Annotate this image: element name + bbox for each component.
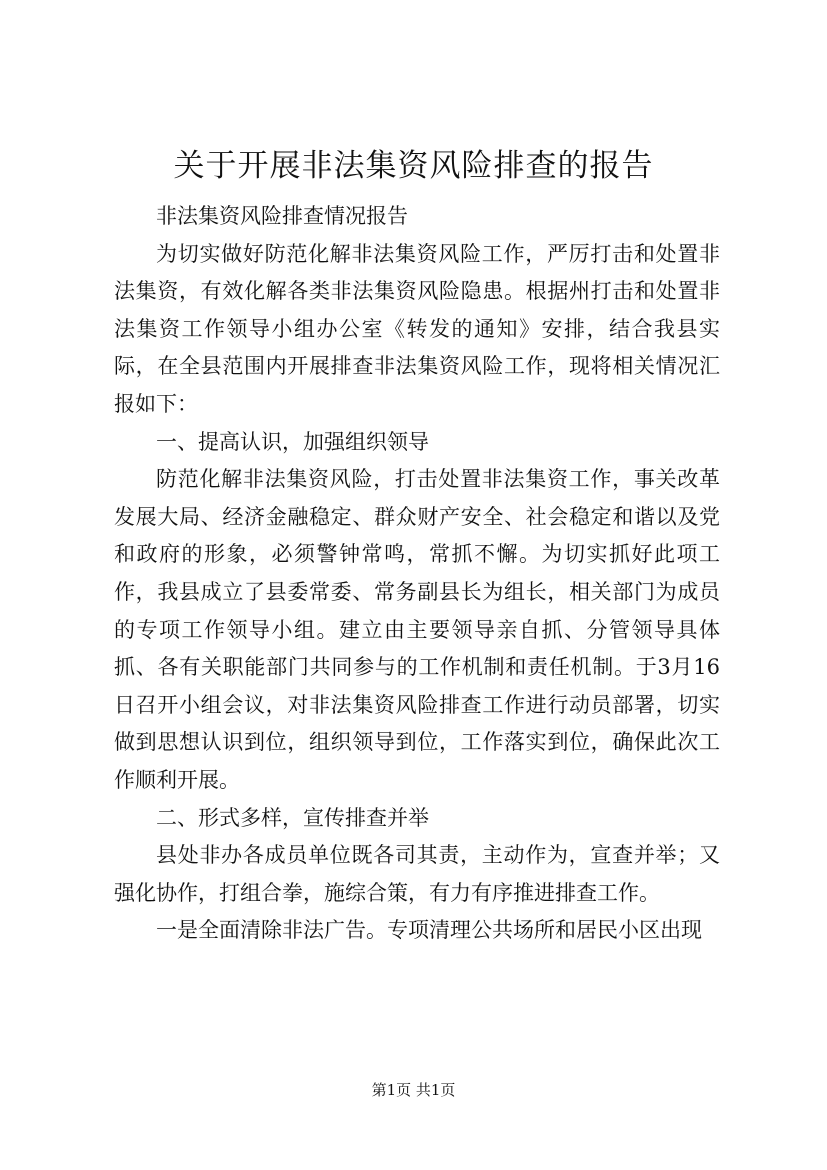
section-2-item-1: 一是全面清除非法广告。专项清理公共场所和居民小区出现 [156,918,702,943]
subtitle-paragraph: 非法集资风险排查情况报告 [156,204,408,228]
page-footer: 第1页 共1页 [371,1081,456,1099]
section-heading-2: 二、形式多样，宣传排查并举 [156,805,429,830]
intro-paragraph: 为切实做好防范化解非法集资风险工作，严厉打击和处置非法集资，有效化解各类非法集资风险隐患。根据州打击和处置非法集资工作领导小组办公室《转发的通知》安排，结合我县实际，在全县范围内开展排查非法集资风险工作，现将相关情况汇报如下： [114,241,720,416]
section-1-paragraph: 防范化解非法集资风险，打击处置非法集资工作，事关改革发展大局、经济金融稳定、群众财产安全、社会稳定和谐以及党和政府的形象，必须警钟常鸣，常抓不懈。为切实抓好此项工作，我县成立了县委常委、常务副县长为组长，相关部门为成员的专项工作领导小组。建立由主要领导亲自抓、分管领导具体抓、各有关职能部门共同参与的工作机制和责任机制。于3月16日召开小组会议，对非法集资风险排查工作进行动员部署，切实做到思想认识到位，组织领导到位，工作落实到位，确保此次工作顺利开展。 [114,467,720,792]
document-body [114,198,720,950]
section-heading-1: 一、提高认识，加强组织领导 [156,429,429,454]
document-title: 关于开展非法集资风险排查的报告 [173,148,654,184]
section-2-paragraph: 县处非办各成员单位既各司其责，主动作为，宣查并举；又强化协作，打组合拳，施综合策，有力有序推进排查工作。 [114,843,720,905]
